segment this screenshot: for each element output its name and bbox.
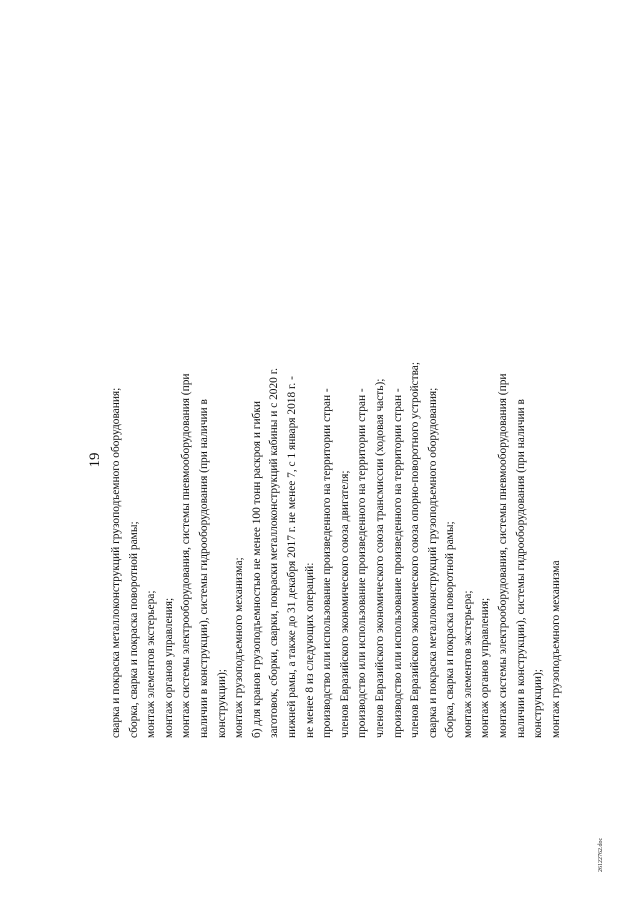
text-line: монтаж элементов экстерьера; [461,590,474,738]
text-line: монтаж органов управления; [162,597,175,738]
text-line: монтаж элементов экстерьера; [145,590,158,738]
text-line: не менее 8 из следующих операций: [303,562,316,738]
text-line: б) для кранов грузоподъемностью не менее 100 тонн раскроя и гибки [250,401,263,738]
text-line: производство или использование произведенного на территории стран - [356,388,369,738]
text-line: сварка и покраска металлоконструкций грузоподъемного оборудования; [110,387,122,738]
text-line: членов Евразийского экономического союза опорно-поворотного устройства; [409,361,422,738]
text-line: производство или использование произведенного на территории стран - [321,388,334,738]
text-line: нижней рамы, а также до 31 декабря 2017 г. не менее 7, с 1 января 2018 г. - [285,376,298,738]
rotated-document-page [86,182,562,738]
text-line: монтаж системы электрооборудования, системы пневмооборудования (при [497,373,510,738]
text-line: членов Евразийского экономического союза двигателя; [338,470,351,738]
text-line: монтаж органов управления; [479,597,492,738]
text-line: сварка и покраска металлоконструкций грузоподъемного оборудования; [426,387,439,738]
text-line: производство или использование произведенного на территории стран - [391,388,404,738]
text-line: монтаж системы электрооборудования, системы пневмооборудования (при [180,373,193,738]
text-line: наличии в конструкции), системы гидрооборудования (при наличии в [197,399,210,738]
text-line: конструкции); [215,669,228,738]
text-line: заготовок, сборки, сварки, покраски металлоконструкций кабины и с 2020 г. [268,368,281,738]
text-line: наличии в конструкции), системы гидрооборудования (при наличии в [514,399,527,738]
text-line: сборка, сварка и покраска поворотной рамы; [127,521,140,738]
text-line: монтаж грузоподъемного механизма; [233,557,246,738]
text-line: монтаж грузоподъемного механизма [549,560,562,738]
text-line: конструкции); [532,669,545,738]
footer-filename: 26122762.doc [598,837,604,872]
body-text [108,182,565,738]
text-line: сборка, сварка и покраска поворотной рамы; [444,521,457,738]
page-number: 19 [87,452,103,468]
text-line: членов Евразийского экономического союза трансмиссии (ходовая часть); [373,378,386,738]
